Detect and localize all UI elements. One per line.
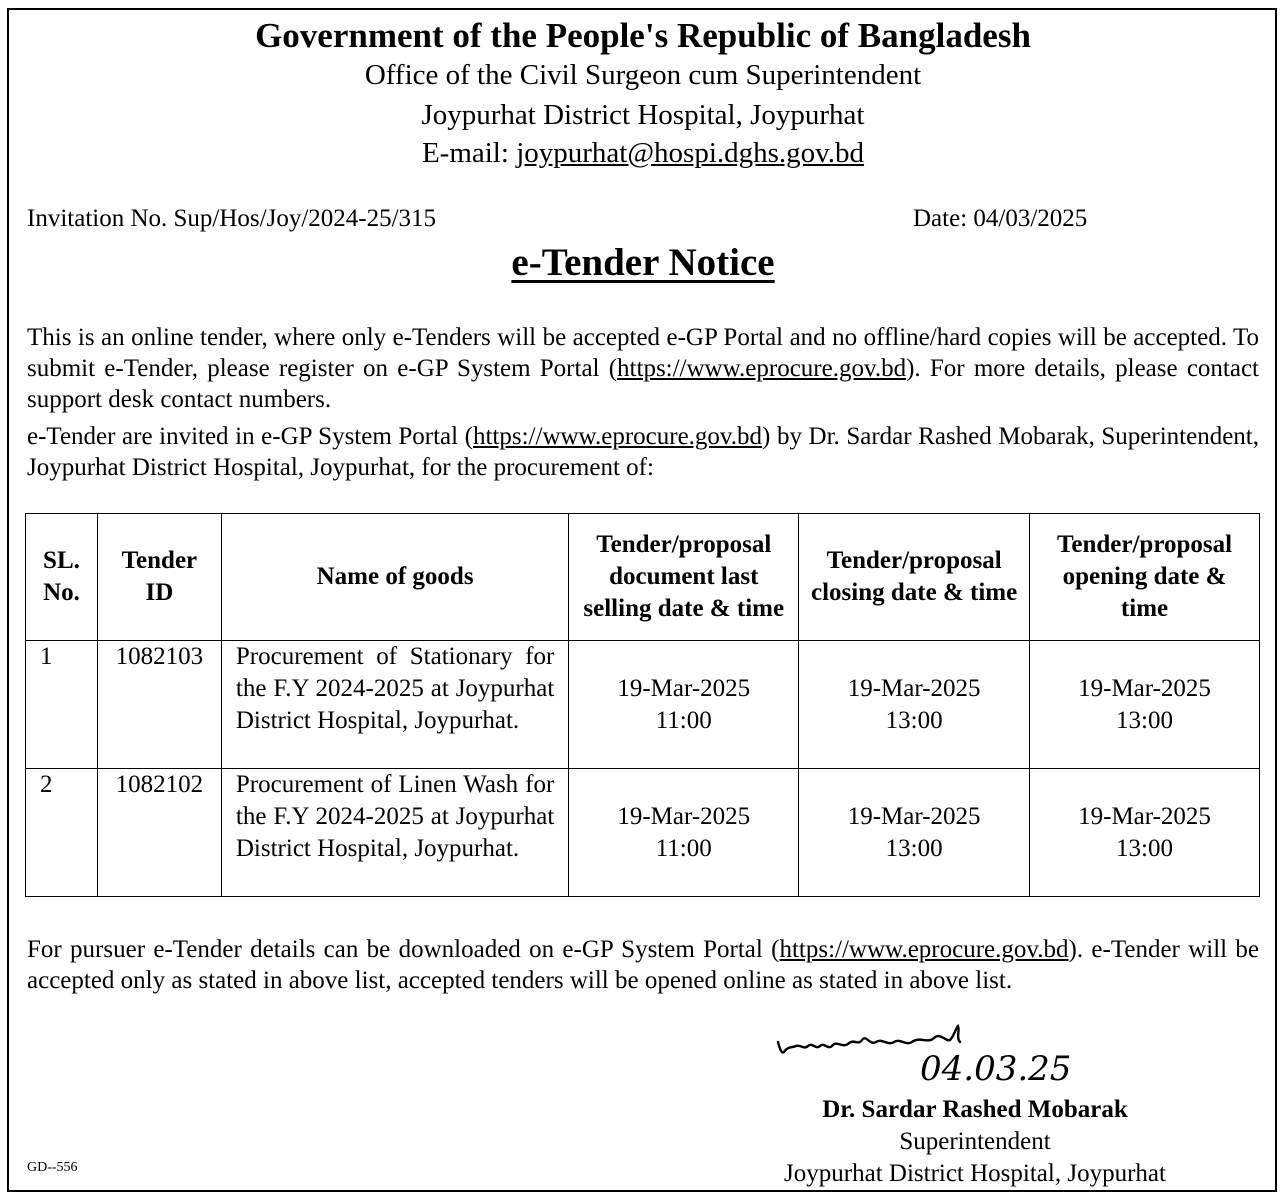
- selling-time: 11:00: [655, 706, 712, 734]
- office-title: Office of the Civil Surgeon cum Superintendent: [364, 59, 922, 91]
- signature-drawing: [770, 1024, 1130, 1094]
- cell-closing: [799, 641, 1030, 769]
- eprocure-link[interactable]: https://www.eprocure.gov.bd: [472, 423, 763, 450]
- signature-date: 04.03.25: [920, 1049, 1072, 1089]
- cell-tender-id: 1082103: [97, 641, 221, 769]
- email-link[interactable]: joypurhat@hospi.dghs.gov.bd: [516, 137, 865, 169]
- cell-tender-id: 1082102: [97, 769, 221, 897]
- closing-paragraph: [27, 934, 1259, 996]
- opening-date: 19-Mar-2025: [1078, 802, 1211, 830]
- handwritten-signature: [770, 1024, 1130, 1094]
- closing-time: 13:00: [885, 706, 943, 734]
- notice-date: Date: 04/03/2025: [913, 205, 1088, 232]
- invitation-text-a: e-Tender are invited in e-GP System Portal (: [27, 423, 473, 450]
- signatory-office: Joypurhat District Hospital, Joypurhat: [784, 1160, 1166, 1187]
- cell-selling: [569, 769, 799, 897]
- notice-title-text: e-Tender Notice: [511, 241, 775, 284]
- closing-date: 19-Mar-2025: [847, 802, 981, 830]
- header-goods: Name of goods: [221, 514, 568, 641]
- opening-date: 19-Mar-2025: [1078, 674, 1211, 702]
- header-closing: Tender/proposal closing date & time: [799, 514, 1030, 641]
- cell-opening: [1030, 769, 1260, 897]
- cell-selling: [569, 641, 799, 769]
- closing-time: 13:00: [885, 834, 943, 862]
- opening-time: 13:00: [1116, 706, 1173, 734]
- table-row: [26, 769, 1260, 897]
- eprocure-link[interactable]: https://www.eprocure.gov.bd: [617, 355, 907, 382]
- eprocure-link[interactable]: https://www.eprocure.gov.bd: [779, 936, 1069, 963]
- email-label: E-mail:: [421, 137, 517, 169]
- signatory-designation: Superintendent: [899, 1128, 1051, 1155]
- closing-date: 19-Mar-2025: [847, 674, 981, 702]
- table-row: [26, 641, 1260, 769]
- intro-text-a: This is an online tender, where only e-Tenders will be accepted e-GP Portal and no offline/hard copies will be accepted. To submit e-Tender, please register on e-GP System Portal (: [27, 324, 1259, 382]
- cell-sl: 1: [26, 641, 98, 769]
- government-title: Government of the People's Republic of Bangladesh: [255, 16, 1031, 55]
- header-selling: Tender/proposal document last selling date & time: [569, 514, 799, 641]
- cell-closing: [799, 769, 1030, 897]
- cell-goods: Procurement of Stationary for the F.Y 2024-2025 at Joypurhat District Hospital, Joypurhat.: [221, 641, 568, 769]
- intro-text-b: ). For more details, please contact support desk contact numbers.: [27, 355, 1260, 413]
- signatory-name: Dr. Sardar Rashed Mobarak: [822, 1096, 1128, 1123]
- invitation-text-b: ) by Dr. Sardar Rashed Mobarak, Superintendent, Joypurhat District Hospital, Joypurhat, for the procurement of:: [27, 423, 1259, 481]
- cell-opening: [1030, 641, 1260, 769]
- selling-date: 19-Mar-2025: [617, 674, 751, 702]
- closing-text-a: For pursuer e-Tender details can be downloaded on e-GP System Portal (: [27, 936, 780, 963]
- closing-text-b: ). e-Tender will be accepted only as stated in above list, accepted tenders will be opened online as stated in above list.: [27, 936, 1259, 994]
- notice-title: [0, 240, 1286, 285]
- selling-time: 11:00: [655, 834, 712, 862]
- invitation-number: Invitation No. Sup/Hos/Joy/2024-25/315: [27, 205, 437, 232]
- hospital-title: Joypurhat District Hospital, Joypurhat: [421, 99, 865, 131]
- selling-date: 19-Mar-2025: [617, 802, 751, 830]
- header-sl: SL. No.: [26, 514, 98, 641]
- footer-code: GD--556: [27, 1160, 78, 1175]
- invitation-paragraph: [27, 421, 1259, 483]
- table-header-row: [26, 514, 1260, 641]
- header-opening: Tender/proposal opening date & time: [1030, 514, 1260, 641]
- intro-paragraph: [27, 322, 1259, 415]
- cell-sl: 2: [26, 769, 98, 897]
- header-tender-id: Tender ID: [97, 514, 221, 641]
- tender-table: [25, 513, 1260, 897]
- cell-goods: Procurement of Linen Wash for the F.Y 2024-2025 at Joypurhat District Hospital, Joypurhat.: [221, 769, 568, 897]
- opening-time: 13:00: [1116, 834, 1173, 862]
- email-line: [0, 137, 1286, 170]
